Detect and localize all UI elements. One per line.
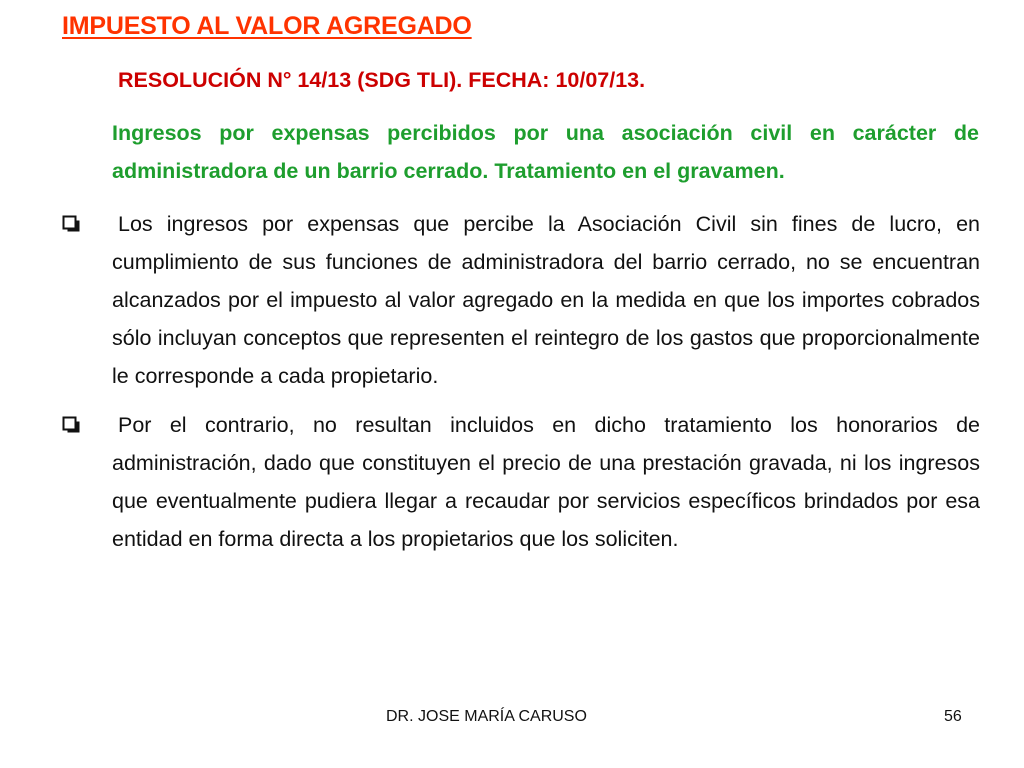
bullet-list bbox=[62, 205, 980, 558]
bullet-text: Por el contrario, no resultan incluidos en dicho tratamiento los honorarios de administración, dado que constituyen el precio de una prestación gravada, ni los ingresos que eventualmente pudiera llegar a recaudar por servicios específicos brindados por esa entidad en forma directa a los propietarios que los soliciten. bbox=[112, 413, 980, 551]
footer-author: DR. JOSE MARÍA CARUSO bbox=[386, 708, 587, 725]
hollow-square-checkbox-icon bbox=[62, 215, 81, 234]
subject-heading: Ingresos por expensas percibidos por una asociación civil en carácter de administradora de un barrio cerrado. Tratamiento en el gravamen. bbox=[112, 121, 979, 183]
page-number: 56 bbox=[944, 708, 962, 725]
hollow-square-checkbox-icon bbox=[62, 416, 81, 435]
bullet-text: Los ingresos por expensas que percibe la Asociación Civil sin fines de lucro, en cumplimiento de sus funciones de administradora del barrio cerrado, no se encuentran alcanzados por el impuesto al valor agregado en la medida en que los importes cobrados sólo incluyan conceptos que representen el reintegro de los gastos que proporcionalmente le corresponde a cada propietario. bbox=[112, 212, 980, 388]
slide-title: IMPUESTO AL VALOR AGREGADO bbox=[62, 12, 472, 40]
bullet-item bbox=[62, 406, 980, 558]
resolution-heading: RESOLUCIÓN N° 14/13 (SDG TLI). FECHA: 10/07/13. bbox=[118, 68, 646, 92]
bullet-item bbox=[62, 205, 980, 395]
